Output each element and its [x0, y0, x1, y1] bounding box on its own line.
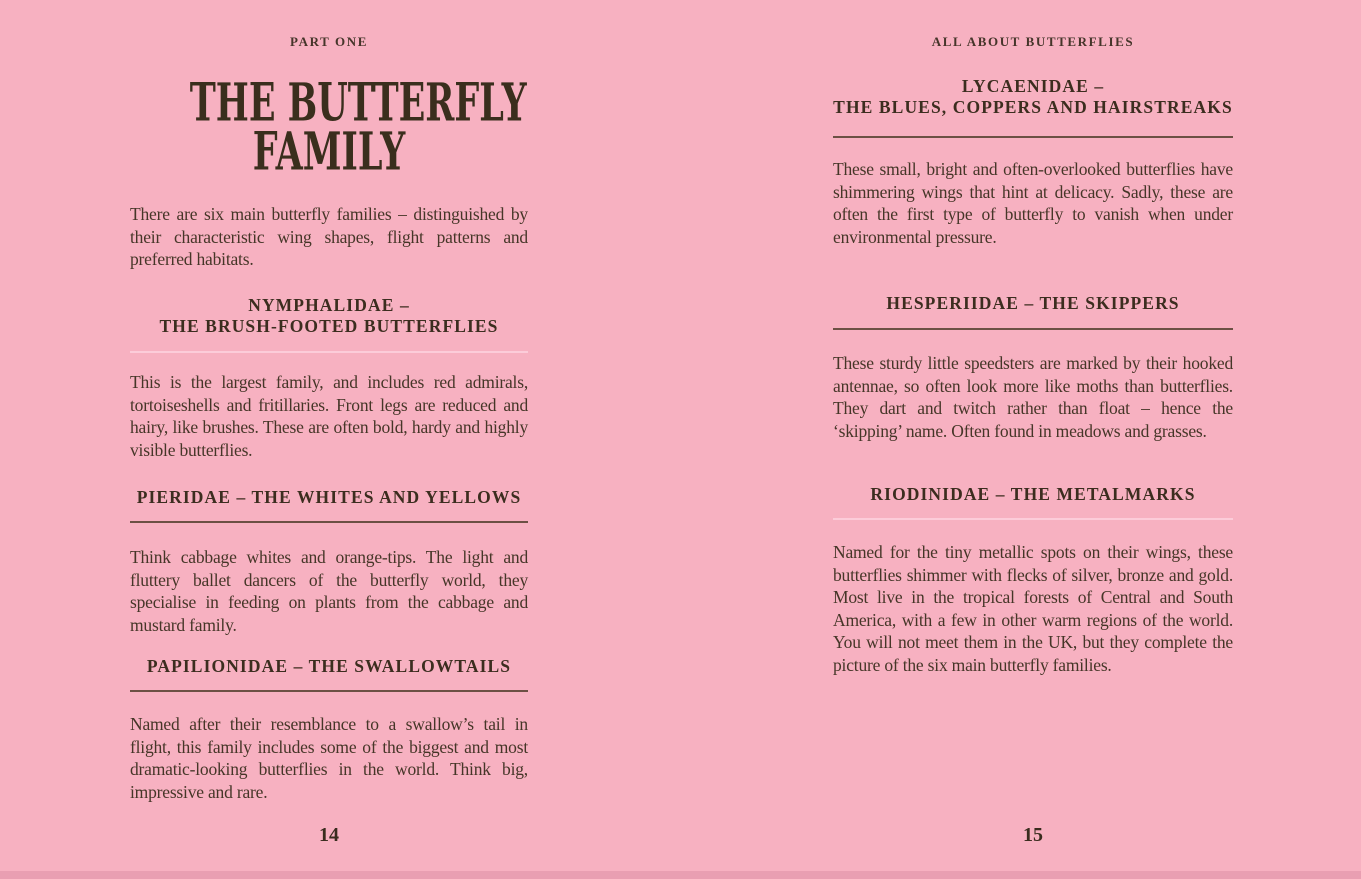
running-head-right: ALL ABOUT BUTTERFLIES	[931, 34, 1135, 49]
section-heading-hesperiidae: HESPERIIDAE – THE SKIPPERS	[886, 293, 1180, 313]
section-divider	[130, 351, 528, 353]
section-divider	[130, 690, 528, 692]
section-body-papilionidae: Named after their resemblance to a swallow’s tail in flight, this family includes some of the biggest and most dramatic-looking butterflies in the world. Think big, impressive and rare.	[130, 714, 528, 802]
section-heading-riodinidae: RIODINIDAE – THE METALMARKS	[870, 484, 1196, 504]
section-heading-papilionidae: PAPILIONIDAE – THE SWALLOWTAILS	[146, 656, 512, 676]
section-body-hesperiidae: These sturdy little speedsters are marked by their hooked antennae, so often look more like moths than butterflies. They dart and twitch rather than float – hence the ‘skipping’ name. Often found in meadows and grasses.	[833, 353, 1233, 441]
section-heading-nymphalidae: NYMPHALIDAE – THE BRUSH-FOOTED BUTTERFLIES	[159, 295, 499, 336]
section-body-riodinidae: Named for the tiny metallic spots on their wings, these butterflies shimmer with flecks of silver, bronze and gold. Most live in the tropical forests of Central and South America, with a few in other warm regions of the world. You will not meet them in the UK, but they complete the picture of the six main butterfly families.	[833, 542, 1233, 675]
section-divider	[130, 521, 528, 523]
page-number-left: 14	[319, 824, 339, 846]
section-divider	[833, 518, 1233, 520]
section-body-nymphalidae: This is the largest family, and includes red admirals, tortoiseshells and fritillaries. Front legs are reduced and hairy, like brushes. These are often bold, hardy and highly visible butterflies.	[130, 372, 528, 460]
section-divider	[833, 328, 1233, 330]
intro-paragraph: There are six main butterfly families – distinguished by their characteristic wing shapes, flight patterns and preferred habitats.	[130, 204, 528, 269]
chapter-title-line-1: THE BUTTERFLY	[189, 71, 527, 134]
section-body-pieridae: Think cabbage whites and orange-tips. The light and fluttery ballet dancers of the butterfly world, they specialise in feeding on plants from the cabbage and mustard family.	[130, 547, 528, 635]
section-divider	[833, 136, 1233, 138]
section-body-lycaenidae: These small, bright and often-overlooked butterflies have shimmering wings that hint at delicacy. Sadly, these are often the first type of butterfly to vanish when under environmental pressure.	[833, 159, 1233, 247]
chapter-title	[189, 71, 527, 182]
section-heading-pieridae: PIERIDAE – THE WHITES AND YELLOWS	[136, 487, 522, 507]
chapter-title-line-2: FAMILY	[252, 120, 406, 182]
right-page	[833, 0, 1233, 879]
section-heading-lycaenidae: LYCAENIDAE – THE BLUES, COPPERS AND HAIRSTREAKS	[833, 76, 1233, 117]
running-head-left: PART ONE	[290, 34, 368, 49]
left-page	[130, 0, 528, 879]
page-number-right: 15	[1023, 824, 1043, 846]
page-bottom-edge-shadow	[0, 871, 1361, 879]
